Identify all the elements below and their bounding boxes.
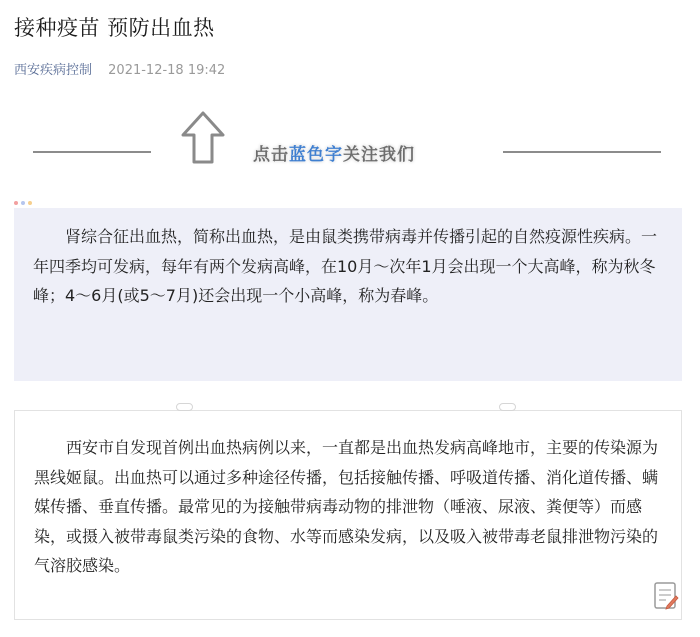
up-arrow-icon <box>180 110 226 166</box>
transmission-card <box>14 410 682 620</box>
article-title: 接种疫苗 预防出血热 <box>14 16 215 40</box>
article-meta <box>14 59 225 78</box>
note-icon[interactable] <box>653 581 679 611</box>
card-notch-left <box>176 403 193 411</box>
dot <box>28 201 32 205</box>
transmission-paragraph: 西安市自发现首例出血热病例以来，一直都是出血热发病高峰地市，主要的传染源为黑线姬鼠。出血热可以通过多种途径传播，包括接触传播、呼吸道传播、消化道传播、螨媒传播、垂直传播。最常见的为接触带病毒动物的排泄物（唾液、尿液、粪便等）而感染，或摄入被带毒鼠类污染的食物、水等而感染发病，以及吸入被带毒老鼠排泄物污染的气溶胶感染。 <box>34 438 659 575</box>
follow-text-prefix: 点击 <box>253 145 289 165</box>
dot <box>14 201 18 205</box>
follow-text-highlight[interactable]: 蓝色字 <box>289 145 343 165</box>
card-notch-right <box>499 403 516 411</box>
banner-divider-left <box>33 151 151 153</box>
follow-text[interactable] <box>253 140 415 165</box>
banner-divider-right <box>503 151 661 153</box>
follow-text-suffix: 关注我们 <box>343 145 415 165</box>
intro-card <box>14 208 682 381</box>
publish-date: 2021-12-18 19:42 <box>108 63 226 78</box>
author-link[interactable]: 西安疾病控制 <box>14 63 93 78</box>
dot <box>21 201 25 205</box>
follow-banner[interactable] <box>0 104 700 174</box>
intro-paragraph: 肾综合征出血热，简称出血热，是由鼠类携带病毒并传播引起的自然疫源性疾病。一年四季均可发病，每年有两个发病高峰，在10月～次年1月会出现一个大高峰，称为秋冬峰；4～6月(或5～7月)还会出现一个小高峰，称为春峰。 <box>33 227 658 305</box>
